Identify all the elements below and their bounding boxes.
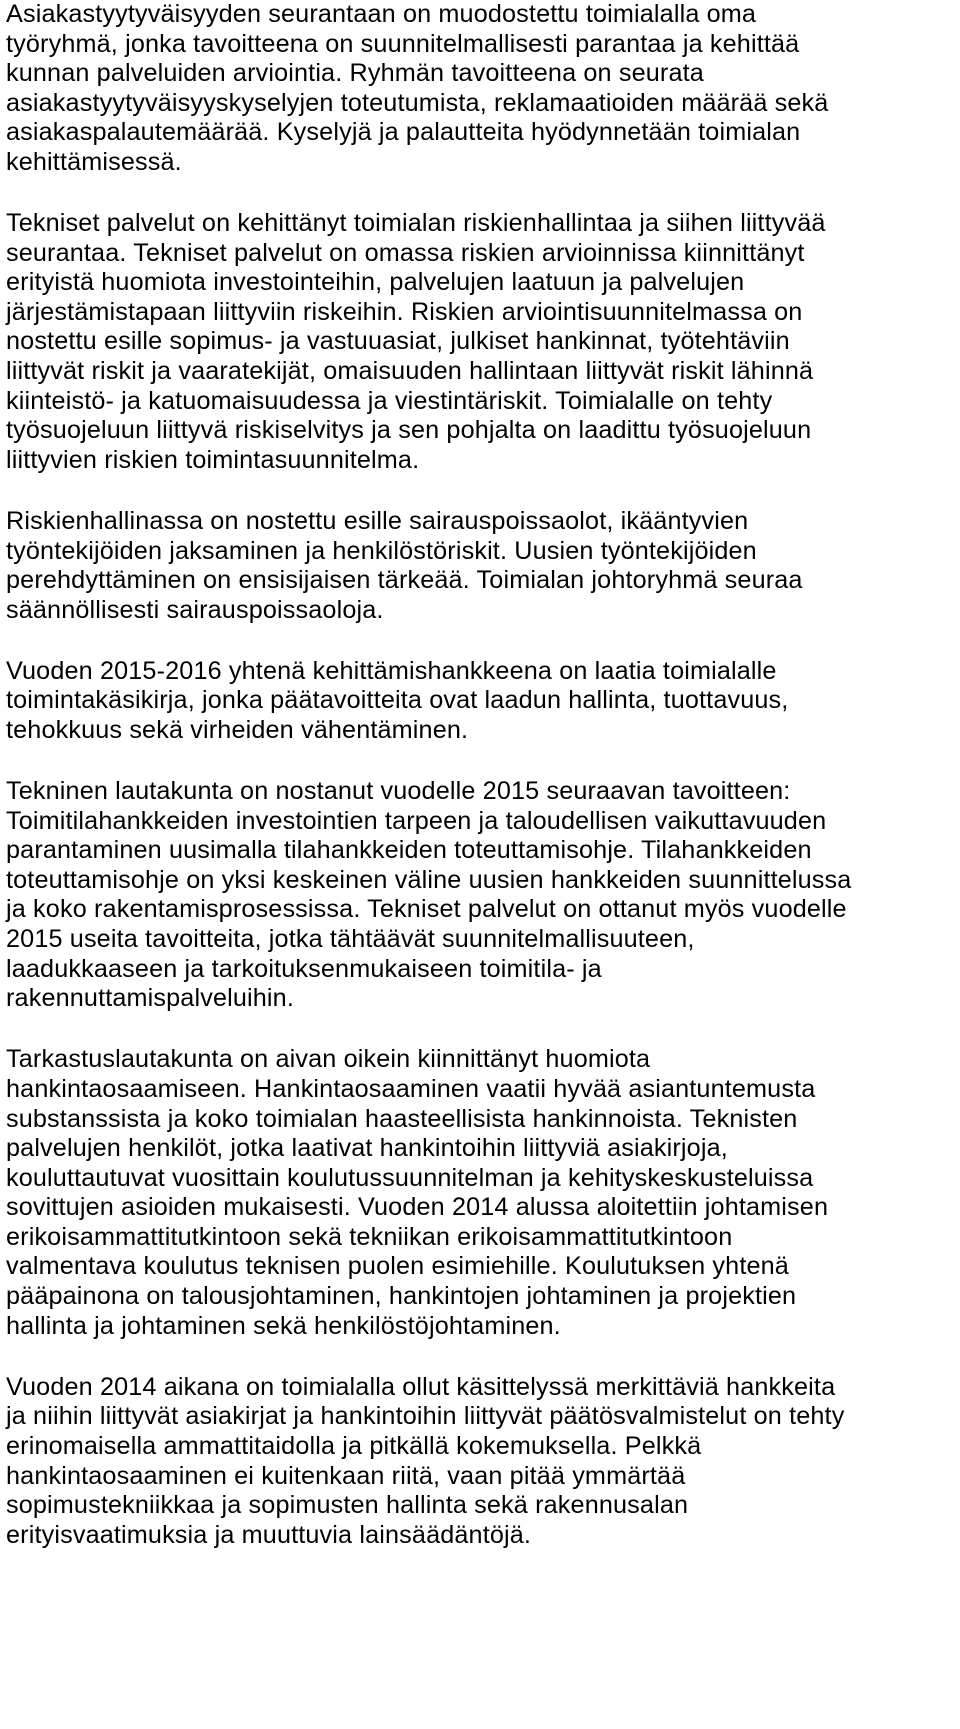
text-line: Tekninen lautakunta on nostanut vuodelle 2015 seuraavan tavoitteen: — [6, 777, 791, 806]
text-line: valmentava koulutus teknisen puolen esimiehille. Koulutuksen yhtenä — [6, 1252, 789, 1281]
text-line: erityisvaatimuksia ja muuttuvia lainsäädäntöjä. — [6, 1520, 532, 1549]
text-line: erinomaisella ammattitaidolla ja pitkällä kokemuksella. Pelkkä — [6, 1431, 702, 1460]
text-line: kouluttautuvat vuosittain koulutussuunnitelman ja kehityskeskusteluissa — [6, 1163, 814, 1192]
text-line: liittyvät riskit ja vaaratekijät, omaisuuden hallintaan liittyvät riskit lähinnä — [6, 357, 814, 386]
text-line: ja koko rakentamisprosessissa. Tekniset palvelut on ottanut myös vuodelle — [6, 895, 847, 924]
text-line: Toimitilahankkeiden investointien tarpeen ja taloudellisen vaikuttavuuden — [6, 806, 827, 835]
text-line: työntekijöiden jaksaminen ja henkilöstöriskit. Uusien työntekijöiden — [6, 536, 757, 565]
text-line: toteuttamisohje on yksi keskeinen väline uusien hankkeiden suunnittelussa — [6, 865, 852, 894]
text-line: nostettu esille sopimus- ja vastuuasiat, julkiset hankinnat, työtehtäviin — [6, 327, 790, 356]
text-line: hallinta ja johtaminen sekä henkilöstöjohtaminen. — [6, 1311, 561, 1340]
text-line: toimintakäsikirja, jonka päätavoitteita ovat laadun hallinta, tuottavuus, — [6, 686, 789, 715]
paragraph-spacer — [6, 1341, 958, 1373]
text-line: seurantaa. Tekniset palvelut on omassa riskien arvioinnissa kiinnittänyt — [6, 238, 805, 267]
document-page — [6, 0, 958, 1550]
paragraph — [6, 1045, 958, 1341]
text-line: hankintaosaamiseen. Hankintaosaaminen vaatii hyvää asiantuntemusta — [6, 1074, 816, 1103]
text-line: hankintaosaaminen ei kuitenkaan riitä, vaan pitää ymmärtää — [6, 1461, 686, 1490]
text-line: sopimustekniikkaa ja sopimusten hallinta sekä rakennusalan — [6, 1491, 689, 1520]
paragraph — [6, 1373, 958, 1551]
paragraph-spacer — [6, 625, 958, 657]
text-line: erityistä huomiota investointeihin, palvelujen laatuun ja palvelujen — [6, 268, 745, 297]
text-line: kiinteistö- ja katuomaisuudessa ja viestintäriskit. Toimialalle on tehty — [6, 386, 773, 415]
text-line: liittyvien riskien toimintasuunnitelma. — [6, 445, 420, 474]
text-line: kehittämisessä. — [6, 147, 182, 176]
paragraph-spacer — [6, 475, 958, 507]
text-line: Vuoden 2015-2016 yhtenä kehittämishankkeena on laatia toimialalle — [6, 656, 777, 685]
text-line: pääpainona on talousjohtaminen, hankintojen johtaminen ja projektien — [6, 1282, 797, 1311]
text-line: asiakastyytyväisyyskyselyjen toteutumista, reklamaatioiden määrää sekä — [6, 88, 829, 117]
text-line: järjestämistapaan liittyviin riskeihin. Riskien arviointisuunnitelmassa on — [6, 297, 803, 326]
text-line: Tekniset palvelut on kehittänyt toimialan riskienhallintaa ja siihen liittyvää — [6, 209, 826, 238]
text-line: sovittujen asioiden mukaisesti. Vuoden 2014 alussa aloitettiin johtamisen — [6, 1193, 829, 1222]
text-line: tehokkuus sekä virheiden vähentäminen. — [6, 715, 469, 744]
text-line: 2015 useita tavoitteita, jotka tähtäävät suunnitelmallisuuteen, — [6, 925, 695, 954]
paragraph-spacer — [6, 178, 958, 210]
text-line: substanssista ja koko toimialan haasteellisista hankinnoista. Teknisten — [6, 1104, 798, 1133]
paragraph — [6, 209, 958, 475]
text-line: rakennuttamispalveluihin. — [6, 984, 294, 1013]
paragraph-spacer — [6, 1014, 958, 1046]
text-line: perehdyttäminen on ensisijaisen tärkeää. Toimialan johtoryhmä seuraa — [6, 566, 803, 595]
text-line: palvelujen henkilöt, jotka laativat hankintoihin liittyviä asiakirjoja, — [6, 1134, 728, 1163]
text-line: Vuoden 2014 aikana on toimialalla ollut käsittelyssä merkittäviä hankkeita — [6, 1372, 836, 1401]
text-line: työryhmä, jonka tavoitteena on suunnitelmallisesti parantaa ja kehittää — [6, 29, 800, 58]
paragraph — [6, 777, 958, 1014]
text-line: ja niihin liittyvät asiakirjat ja hankintoihin liittyvät päätösvalmistelut on tehty — [6, 1402, 845, 1431]
text-line: parantaminen uusimalla tilahankkeiden toteuttamisohje. Tilahankkeiden — [6, 836, 812, 865]
paragraph — [6, 507, 958, 625]
text-line: erikoisammattitutkintoon sekä tekniikan erikoisammattitutkintoon — [6, 1222, 733, 1251]
paragraph-spacer — [6, 746, 958, 778]
text-line: kunnan palveluiden arviointia. Ryhmän tavoitteena on seurata — [6, 59, 704, 88]
paragraph — [6, 657, 958, 746]
paragraph — [6, 0, 958, 178]
text-line: asiakaspalautemäärää. Kyselyjä ja palautteita hyödynnetään toimialan — [6, 118, 801, 147]
text-line: Riskienhallinassa on nostettu esille sairauspoissaolot, ikääntyvien — [6, 506, 749, 535]
text-line: Tarkastuslautakunta on aivan oikein kiinnittänyt huomiota — [6, 1045, 651, 1074]
text-line: Asiakastyytyväisyyden seurantaan on muodostettu toimialalla oma — [6, 0, 757, 28]
text-line: laadukkaaseen ja tarkoituksenmukaiseen toimitila- ja — [6, 954, 602, 983]
text-line: säännöllisesti sairauspoissaoloja. — [6, 595, 384, 624]
text-line: työsuojeluun liittyvä riskiselvitys ja sen pohjalta on laadittu työsuojeluun — [6, 416, 812, 445]
